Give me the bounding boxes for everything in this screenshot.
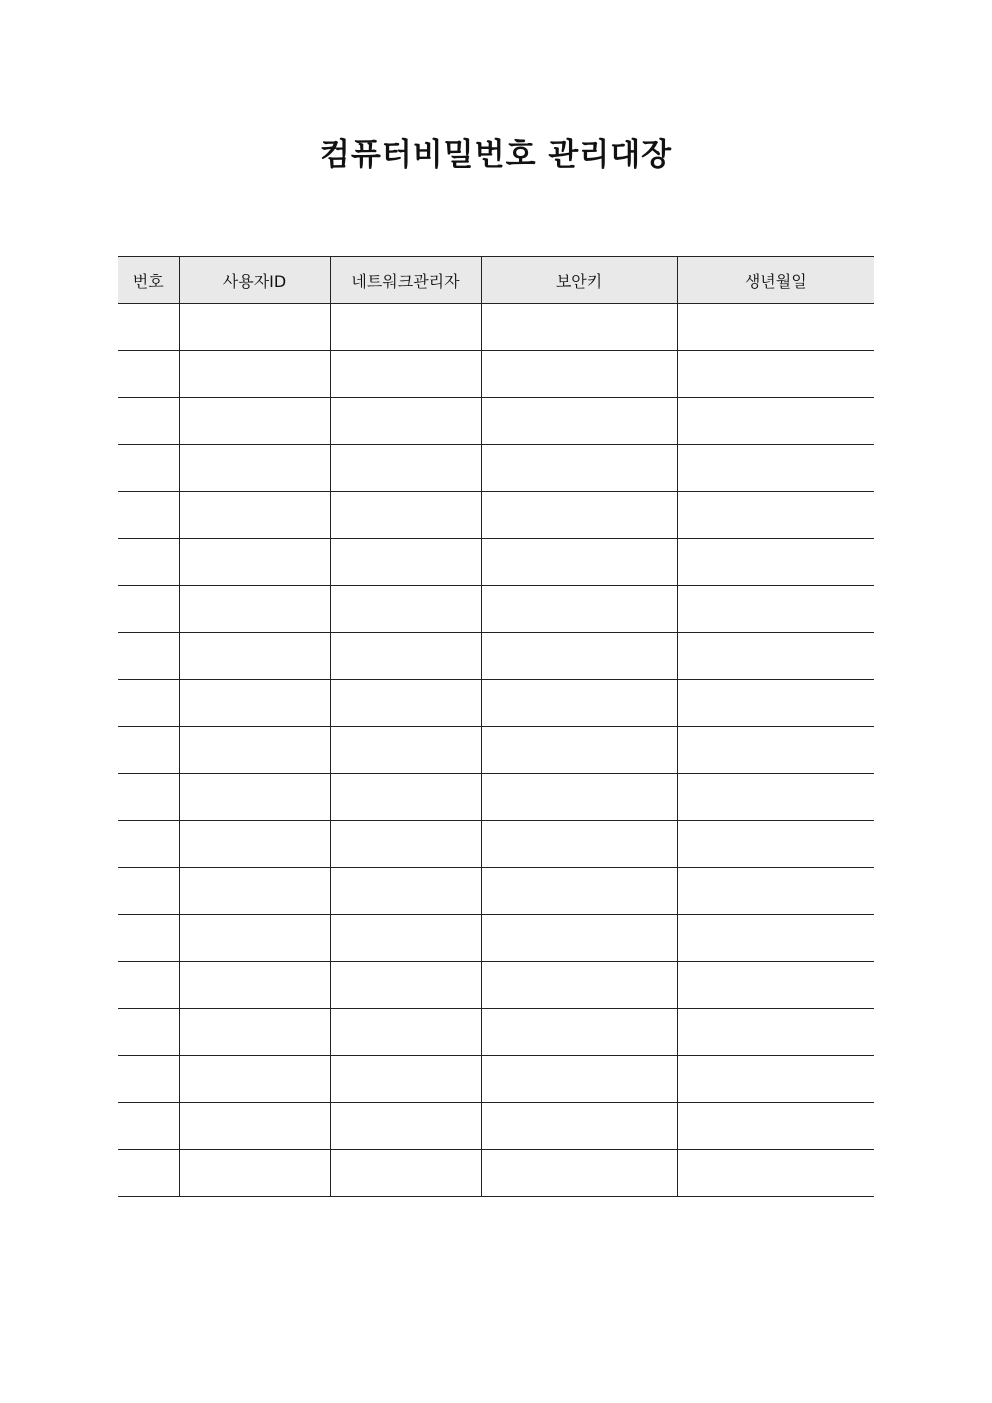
- cell-network-admin: [330, 1103, 481, 1150]
- table-row: [118, 351, 874, 398]
- cell-birth-date: [677, 915, 874, 962]
- cell-security-key: [481, 774, 677, 821]
- cell-birth-date: [677, 962, 874, 1009]
- cell-security-key: [481, 1056, 677, 1103]
- column-header-user-id: 사용자ID: [179, 257, 330, 304]
- table-row: [118, 539, 874, 586]
- cell-network-admin: [330, 1056, 481, 1103]
- cell-number: [118, 1103, 179, 1150]
- cell-network-admin: [330, 539, 481, 586]
- cell-number: [118, 1150, 179, 1197]
- table-row: [118, 727, 874, 774]
- cell-network-admin: [330, 586, 481, 633]
- cell-network-admin: [330, 492, 481, 539]
- cell-security-key: [481, 351, 677, 398]
- cell-number: [118, 398, 179, 445]
- cell-user-id: [179, 1150, 330, 1197]
- table-row: [118, 1103, 874, 1150]
- cell-number: [118, 915, 179, 962]
- cell-birth-date: [677, 1150, 874, 1197]
- cell-security-key: [481, 304, 677, 351]
- cell-birth-date: [677, 351, 874, 398]
- cell-number: [118, 962, 179, 1009]
- cell-birth-date: [677, 1103, 874, 1150]
- cell-security-key: [481, 1103, 677, 1150]
- cell-number: [118, 492, 179, 539]
- cell-network-admin: [330, 398, 481, 445]
- cell-number: [118, 445, 179, 492]
- cell-number: [118, 1009, 179, 1056]
- cell-network-admin: [330, 727, 481, 774]
- table-row: [118, 1009, 874, 1056]
- cell-birth-date: [677, 304, 874, 351]
- cell-birth-date: [677, 868, 874, 915]
- cell-birth-date: [677, 586, 874, 633]
- cell-birth-date: [677, 539, 874, 586]
- cell-user-id: [179, 304, 330, 351]
- cell-number: [118, 586, 179, 633]
- cell-user-id: [179, 727, 330, 774]
- cell-security-key: [481, 586, 677, 633]
- cell-number: [118, 539, 179, 586]
- cell-security-key: [481, 539, 677, 586]
- cell-user-id: [179, 492, 330, 539]
- table-row: [118, 492, 874, 539]
- table-row: [118, 586, 874, 633]
- cell-security-key: [481, 445, 677, 492]
- column-header-number: 번호: [118, 257, 179, 304]
- table-header-row: [118, 257, 874, 304]
- cell-security-key: [481, 962, 677, 1009]
- table-row: [118, 868, 874, 915]
- table-row: [118, 962, 874, 1009]
- cell-birth-date: [677, 774, 874, 821]
- table-row: [118, 680, 874, 727]
- table-row: [118, 774, 874, 821]
- table-row: [118, 915, 874, 962]
- table-body: [118, 304, 874, 1197]
- cell-user-id: [179, 962, 330, 1009]
- cell-number: [118, 680, 179, 727]
- cell-network-admin: [330, 774, 481, 821]
- cell-user-id: [179, 680, 330, 727]
- cell-network-admin: [330, 633, 481, 680]
- cell-security-key: [481, 821, 677, 868]
- table-row: [118, 445, 874, 492]
- cell-user-id: [179, 539, 330, 586]
- cell-security-key: [481, 915, 677, 962]
- column-header-security-key: 보안키: [481, 257, 677, 304]
- cell-user-id: [179, 633, 330, 680]
- cell-user-id: [179, 1009, 330, 1056]
- cell-number: [118, 1056, 179, 1103]
- cell-birth-date: [677, 1056, 874, 1103]
- table-row: [118, 821, 874, 868]
- cell-birth-date: [677, 680, 874, 727]
- cell-user-id: [179, 586, 330, 633]
- cell-security-key: [481, 633, 677, 680]
- cell-number: [118, 727, 179, 774]
- cell-user-id: [179, 1103, 330, 1150]
- table-row: [118, 1056, 874, 1103]
- column-header-birth-date: 생년월일: [677, 257, 874, 304]
- password-register-table: [118, 256, 874, 1197]
- cell-user-id: [179, 351, 330, 398]
- cell-birth-date: [677, 445, 874, 492]
- cell-security-key: [481, 492, 677, 539]
- cell-security-key: [481, 680, 677, 727]
- cell-network-admin: [330, 915, 481, 962]
- table-row: [118, 398, 874, 445]
- cell-birth-date: [677, 1009, 874, 1056]
- cell-number: [118, 821, 179, 868]
- cell-network-admin: [330, 1150, 481, 1197]
- column-header-network-admin: 네트워크관리자: [330, 257, 481, 304]
- cell-number: [118, 633, 179, 680]
- cell-birth-date: [677, 821, 874, 868]
- cell-network-admin: [330, 445, 481, 492]
- cell-number: [118, 351, 179, 398]
- table-row: [118, 633, 874, 680]
- cell-security-key: [481, 727, 677, 774]
- table-row: [118, 1150, 874, 1197]
- cell-user-id: [179, 915, 330, 962]
- cell-number: [118, 304, 179, 351]
- cell-security-key: [481, 398, 677, 445]
- cell-security-key: [481, 1150, 677, 1197]
- cell-network-admin: [330, 351, 481, 398]
- cell-security-key: [481, 1009, 677, 1056]
- page-title: 컴퓨터비밀번호 관리대장: [319, 137, 673, 173]
- cell-network-admin: [330, 1009, 481, 1056]
- cell-number: [118, 868, 179, 915]
- cell-birth-date: [677, 727, 874, 774]
- cell-user-id: [179, 821, 330, 868]
- cell-network-admin: [330, 304, 481, 351]
- cell-network-admin: [330, 868, 481, 915]
- cell-user-id: [179, 398, 330, 445]
- cell-birth-date: [677, 398, 874, 445]
- cell-network-admin: [330, 680, 481, 727]
- cell-user-id: [179, 774, 330, 821]
- cell-user-id: [179, 1056, 330, 1103]
- cell-network-admin: [330, 962, 481, 1009]
- cell-number: [118, 774, 179, 821]
- cell-birth-date: [677, 633, 874, 680]
- cell-network-admin: [330, 821, 481, 868]
- cell-security-key: [481, 868, 677, 915]
- table-row: [118, 304, 874, 351]
- cell-user-id: [179, 445, 330, 492]
- cell-birth-date: [677, 492, 874, 539]
- cell-user-id: [179, 868, 330, 915]
